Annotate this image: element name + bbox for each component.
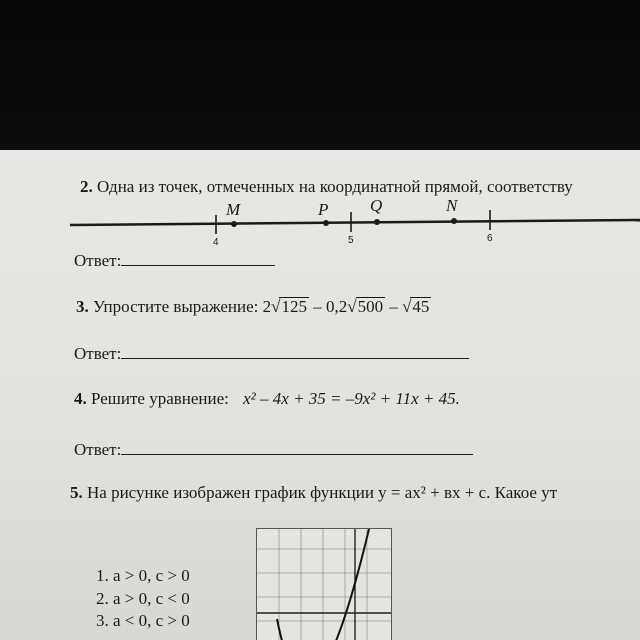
answer-row-2	[74, 251, 275, 271]
question-2	[80, 177, 573, 197]
point-q-label: Q	[370, 196, 383, 215]
point-m-label: M	[226, 200, 241, 219]
question-3	[76, 297, 431, 317]
answer-row-3	[74, 344, 469, 364]
option-2: 2. a > 0, c < 0	[96, 589, 190, 608]
worksheet-page	[0, 150, 640, 640]
point-n-label: N	[446, 196, 458, 215]
tick-label-4: 4	[213, 237, 219, 248]
answer-line-3	[121, 358, 469, 359]
function-graph	[256, 528, 392, 640]
question-4-text: Решите уравнение:	[91, 389, 229, 408]
point-m	[231, 221, 237, 227]
question-3-expression: 2√125 – 0,2√500 – √45	[262, 297, 430, 316]
point-p-label: P	[318, 200, 329, 219]
number-line-axis	[70, 220, 640, 225]
question-5-number: 5.	[70, 483, 83, 502]
answer-label-2: Ответ:	[74, 251, 122, 270]
dark-background	[0, 0, 640, 150]
answer-line-2	[121, 265, 275, 266]
question-2-number: 2.	[80, 177, 93, 196]
question-4-number: 4.	[74, 389, 87, 408]
answer-line-4	[121, 454, 473, 455]
question-5	[70, 483, 557, 503]
question-3-text: Упростите выражение:	[93, 297, 259, 316]
question-5-text: На рисунке изображен график функции y = ax² + вx + c. Какое ут	[87, 483, 558, 502]
graph-drawing	[257, 529, 391, 640]
answer-label-4: Ответ:	[74, 440, 122, 459]
option-3: 3. a < 0, c > 0	[96, 611, 190, 630]
point-q	[374, 219, 380, 225]
answer-row-4	[74, 440, 473, 460]
question-4	[74, 389, 460, 409]
point-n	[451, 218, 457, 224]
question-3-number: 3.	[76, 297, 89, 316]
tick-label-5: 5	[348, 235, 354, 246]
question-2-text: Одна из точек, отмеченных на координатной прямой, соответству	[97, 177, 573, 196]
option-1: 1. a > 0, c > 0	[96, 566, 190, 585]
answer-label-3: Ответ:	[74, 344, 122, 363]
point-p	[323, 220, 329, 226]
tick-label-6: 6	[487, 233, 493, 244]
question-4-equation: x² – 4x + 35 = –9x² + 11x + 45.	[243, 389, 460, 408]
